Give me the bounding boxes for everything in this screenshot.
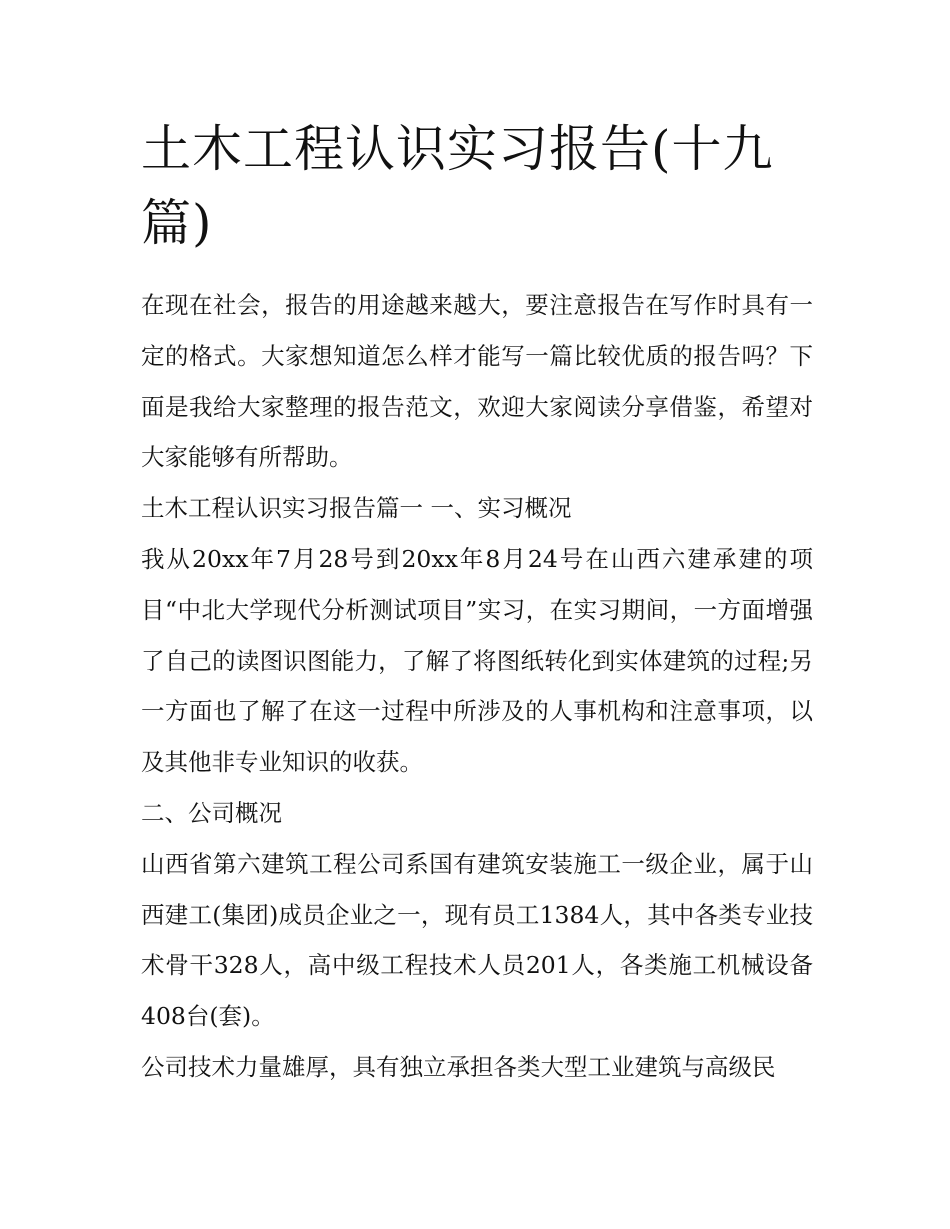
practice-overview-paragraph: 我从20xx年7月28号到20xx年8月24号在山西六建承建的项目“中北大学现代分析测试项目”实习，在实习期间，一方面增强了自己的读图识图能力，了解了将图纸转化到实体建筑的过程;另一方面也了解了在这一过程中所涉及的人事机构和注意事项，以及其他非专业知识的收获。 — [141, 544, 813, 777]
company-overview-paragraph: 山西省第六建筑工程公司系国有建筑安装施工一级企业，属于山西建工(集团)成员企业之一，现有员工1384人，其中各类专业技术骨干328人，高中级工程技术人员201人，各类施工机械设备408台(套)。 — [141, 849, 813, 1031]
section-heading-company-overview: 二、公司概况 — [141, 798, 282, 827]
intro-paragraph: 在现在社会，报告的用途越来越大，要注意报告在写作时具有一定的格式。大家想知道怎么样才能写一篇比较优质的报告吗？下面是我给大家整理的报告范文，欢迎大家阅读分享借鉴，希望对大家能够有所帮助。 — [141, 291, 813, 472]
company-strength-paragraph: 公司技术力量雄厚，具有独立承担各类大型工业建筑与高级民 — [141, 1052, 776, 1081]
document-title: 土木工程认识实习报告(十九篇) — [141, 120, 774, 252]
section-heading-practice-overview: 土木工程认识实习报告篇一 一、实习概况 — [141, 494, 572, 523]
document-page — [141, 112, 813, 1093]
document-body — [141, 280, 813, 1093]
